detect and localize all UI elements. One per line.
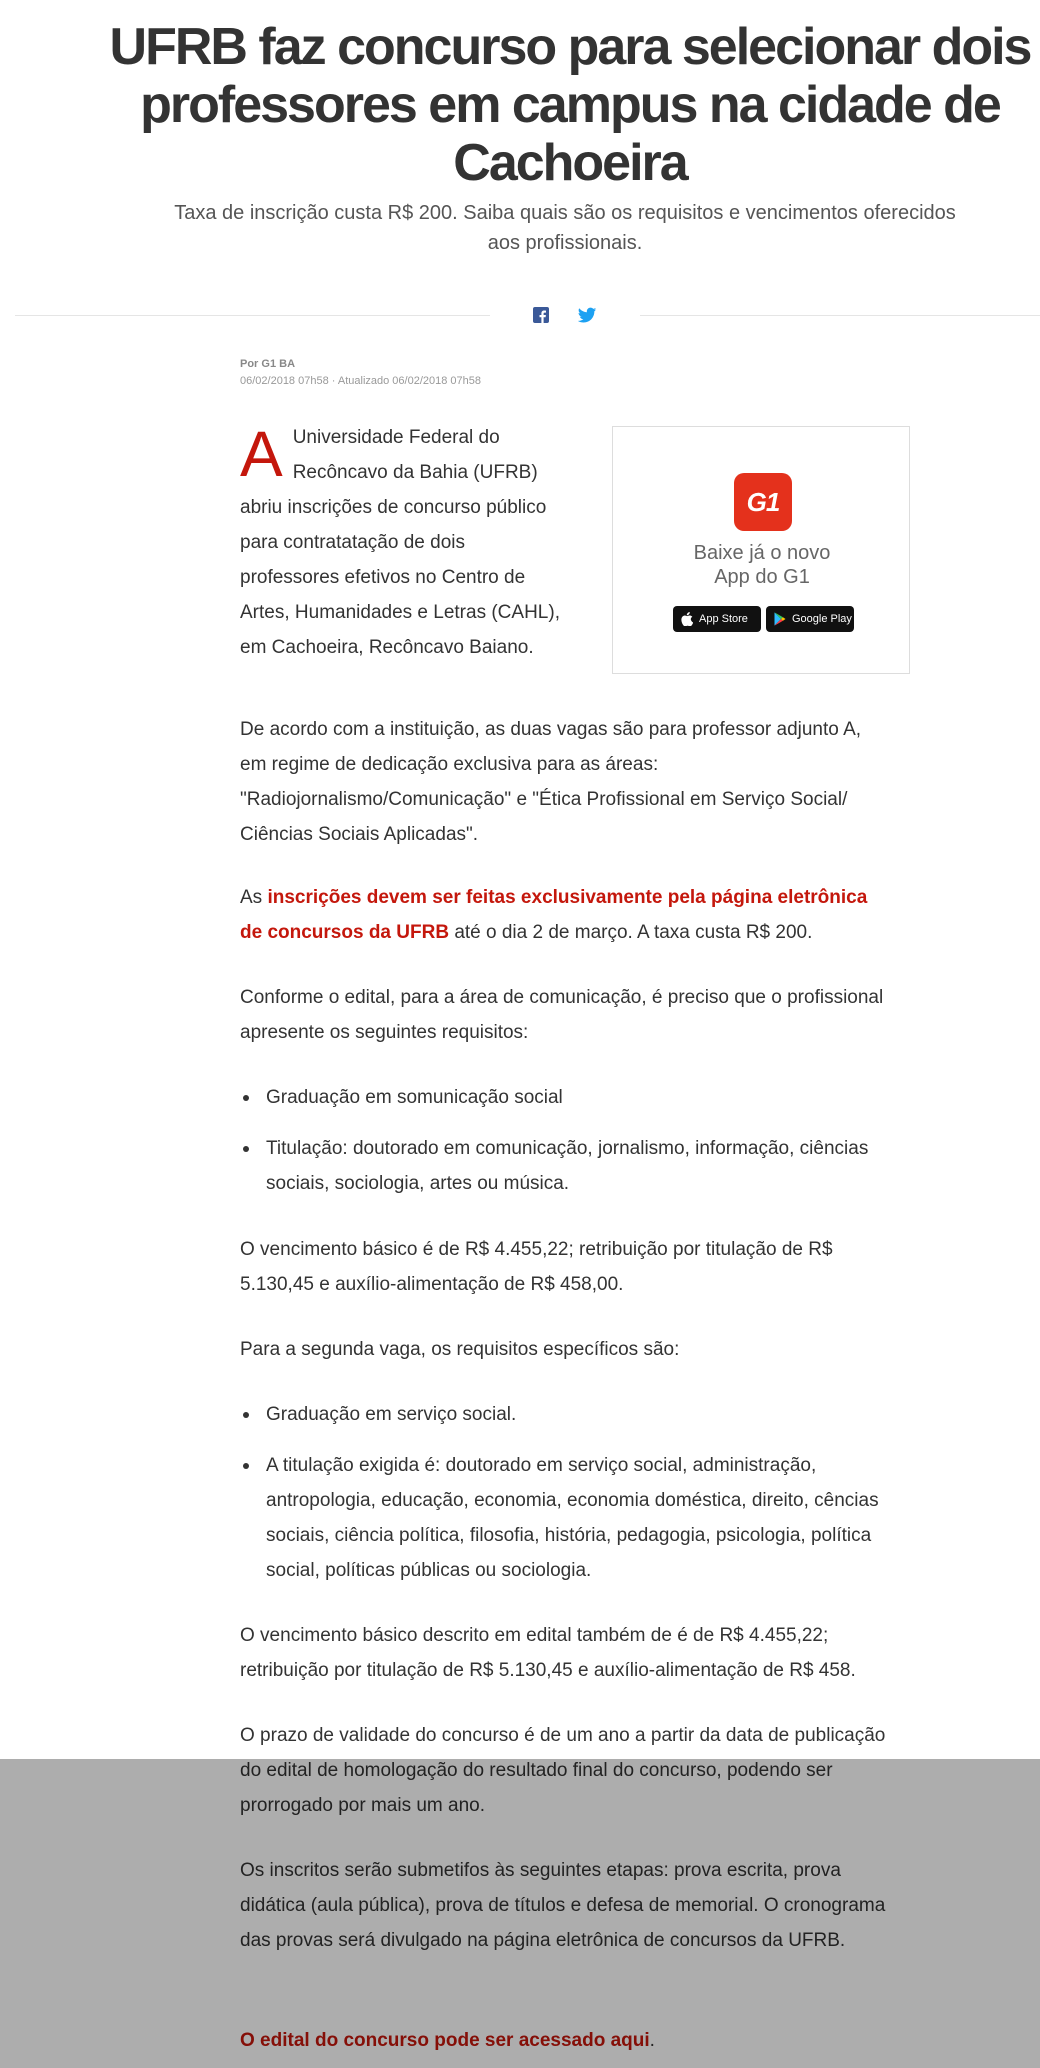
- share-bar: [530, 304, 602, 328]
- lead-text: Universidade Federal do Recôncavo da Bahia (UFRB) abriu inscrições de concurso público para contratatação de dois professores efetivos no Centro de Artes, Humanidades e Letras (CAHL), em Cachoeira, Recôncavo Baiano.: [240, 427, 560, 658]
- app-promo-line2: App do G1: [714, 566, 810, 588]
- facebook-icon[interactable]: [530, 304, 552, 326]
- paragraph-requisitos-intro: Conforme o edital, para a área de comunicação, é preciso que o profissional apresente os seguintes requisitos:: [240, 987, 884, 1043]
- list-item: Graduação em serviço social.: [240, 1397, 892, 1432]
- app-store-label: App Store: [699, 613, 748, 625]
- article-subtitle: Taxa de inscrição custa R$ 200. Saiba quais são os requisitos e vencimentos oferecidos aos profissionais.: [174, 202, 956, 254]
- inscricoes-link[interactable]: inscrições devem ser feitas exclusivamente pela página eletrônica de concursos da UFRB: [240, 887, 868, 943]
- twitter-icon[interactable]: [576, 304, 598, 326]
- paragraph-vagas: De acordo com a instituição, as duas vagas são para professor adjunto A, em regime de dedicação exclusiva para as áreas: "Radiojornalismo/Comunicação" e "Ética Profissional em Serviço Social/ Ciências Sociais Aplicadas".: [240, 719, 862, 845]
- app-store-badge[interactable]: [673, 606, 761, 632]
- paragraph-vencimento: O vencimento básico é de R$ 4.455,22; retribuição por titulação de R$ 5.130,45 e auxílio-alimentação de R$ 458,00.: [240, 1239, 833, 1295]
- paragraph-vencimento-2: O vencimento básico descrito em edital também de é de R$ 4.455,22; retribuição por titulação de R$ 5.130,45 e auxílio-alimentação de R$ 458.: [240, 1625, 856, 1681]
- paragraph-segunda-vaga: Para a segunda vaga, os requisitos específicos são:: [240, 1339, 680, 1360]
- apple-icon: [681, 612, 693, 626]
- article-title: UFRB faz concurso para selecionar dois professores em campus na cidade de Cachoeira: [109, 18, 1031, 192]
- article-dates: 06/02/2018 07h58 · Atualizado 06/02/2018 07h58: [240, 375, 481, 387]
- list-item: Titulação: doutorado em comunicação, jornalismo, informação, ciências sociais, sociologia, artes ou música.: [240, 1131, 892, 1201]
- list-item: Graduação em somunicação social: [240, 1080, 892, 1115]
- modal-overlay[interactable]: [0, 1759, 1040, 2068]
- google-play-icon: [774, 612, 786, 626]
- article-byline: Por G1 BA: [240, 358, 296, 370]
- share-divider-left: [15, 315, 490, 316]
- requisitos-servico-social-list: [240, 1397, 892, 1604]
- paragraph-inscricoes: [240, 880, 892, 950]
- app-promo-line1: Baixe já o novo: [693, 542, 831, 564]
- dropcap-letter: A: [240, 418, 283, 490]
- paragraph-etapas: Os inscritos serão submetifos às seguintes etapas: prova escrita, prova didática (aula pública), prova de títulos e defesa de memorial. O cronograma das provas será divulgado na página eletrônica de concursos da UFRB.: [240, 1860, 886, 1951]
- share-divider-right: [640, 315, 1040, 316]
- paragraph-validade: O prazo de validade do concurso é de um ano a partir da data de publicação do edital de homologação do resultado final do concurso, podendo ser prorrogado por mais um ano.: [240, 1725, 886, 1816]
- paragraph-edital-suffix: .: [649, 2030, 655, 2051]
- google-play-badge[interactable]: [766, 606, 854, 632]
- edital-link[interactable]: O edital do concurso pode ser acessado aqui: [240, 2030, 650, 2051]
- app-promo-box[interactable]: [612, 426, 910, 674]
- paragraph-inscricoes-prefix: As: [240, 887, 268, 908]
- lead-paragraph: [240, 420, 560, 665]
- requisitos-comunicacao-list: [240, 1080, 892, 1217]
- list-item: A titulação exigida é: doutorado em serviço social, administração, antropologia, educação, economia, economia doméstica, direito, cências sociais, ciência política, filosofia, história, pedagogia, psicologia, política social, políticas públicas ou sociologia.: [240, 1448, 892, 1588]
- paragraph-inscricoes-suffix: até o dia 2 de março. A taxa custa R$ 200.: [449, 922, 813, 943]
- g1-logo: G1: [734, 473, 792, 531]
- google-play-label: Google Play: [792, 613, 852, 625]
